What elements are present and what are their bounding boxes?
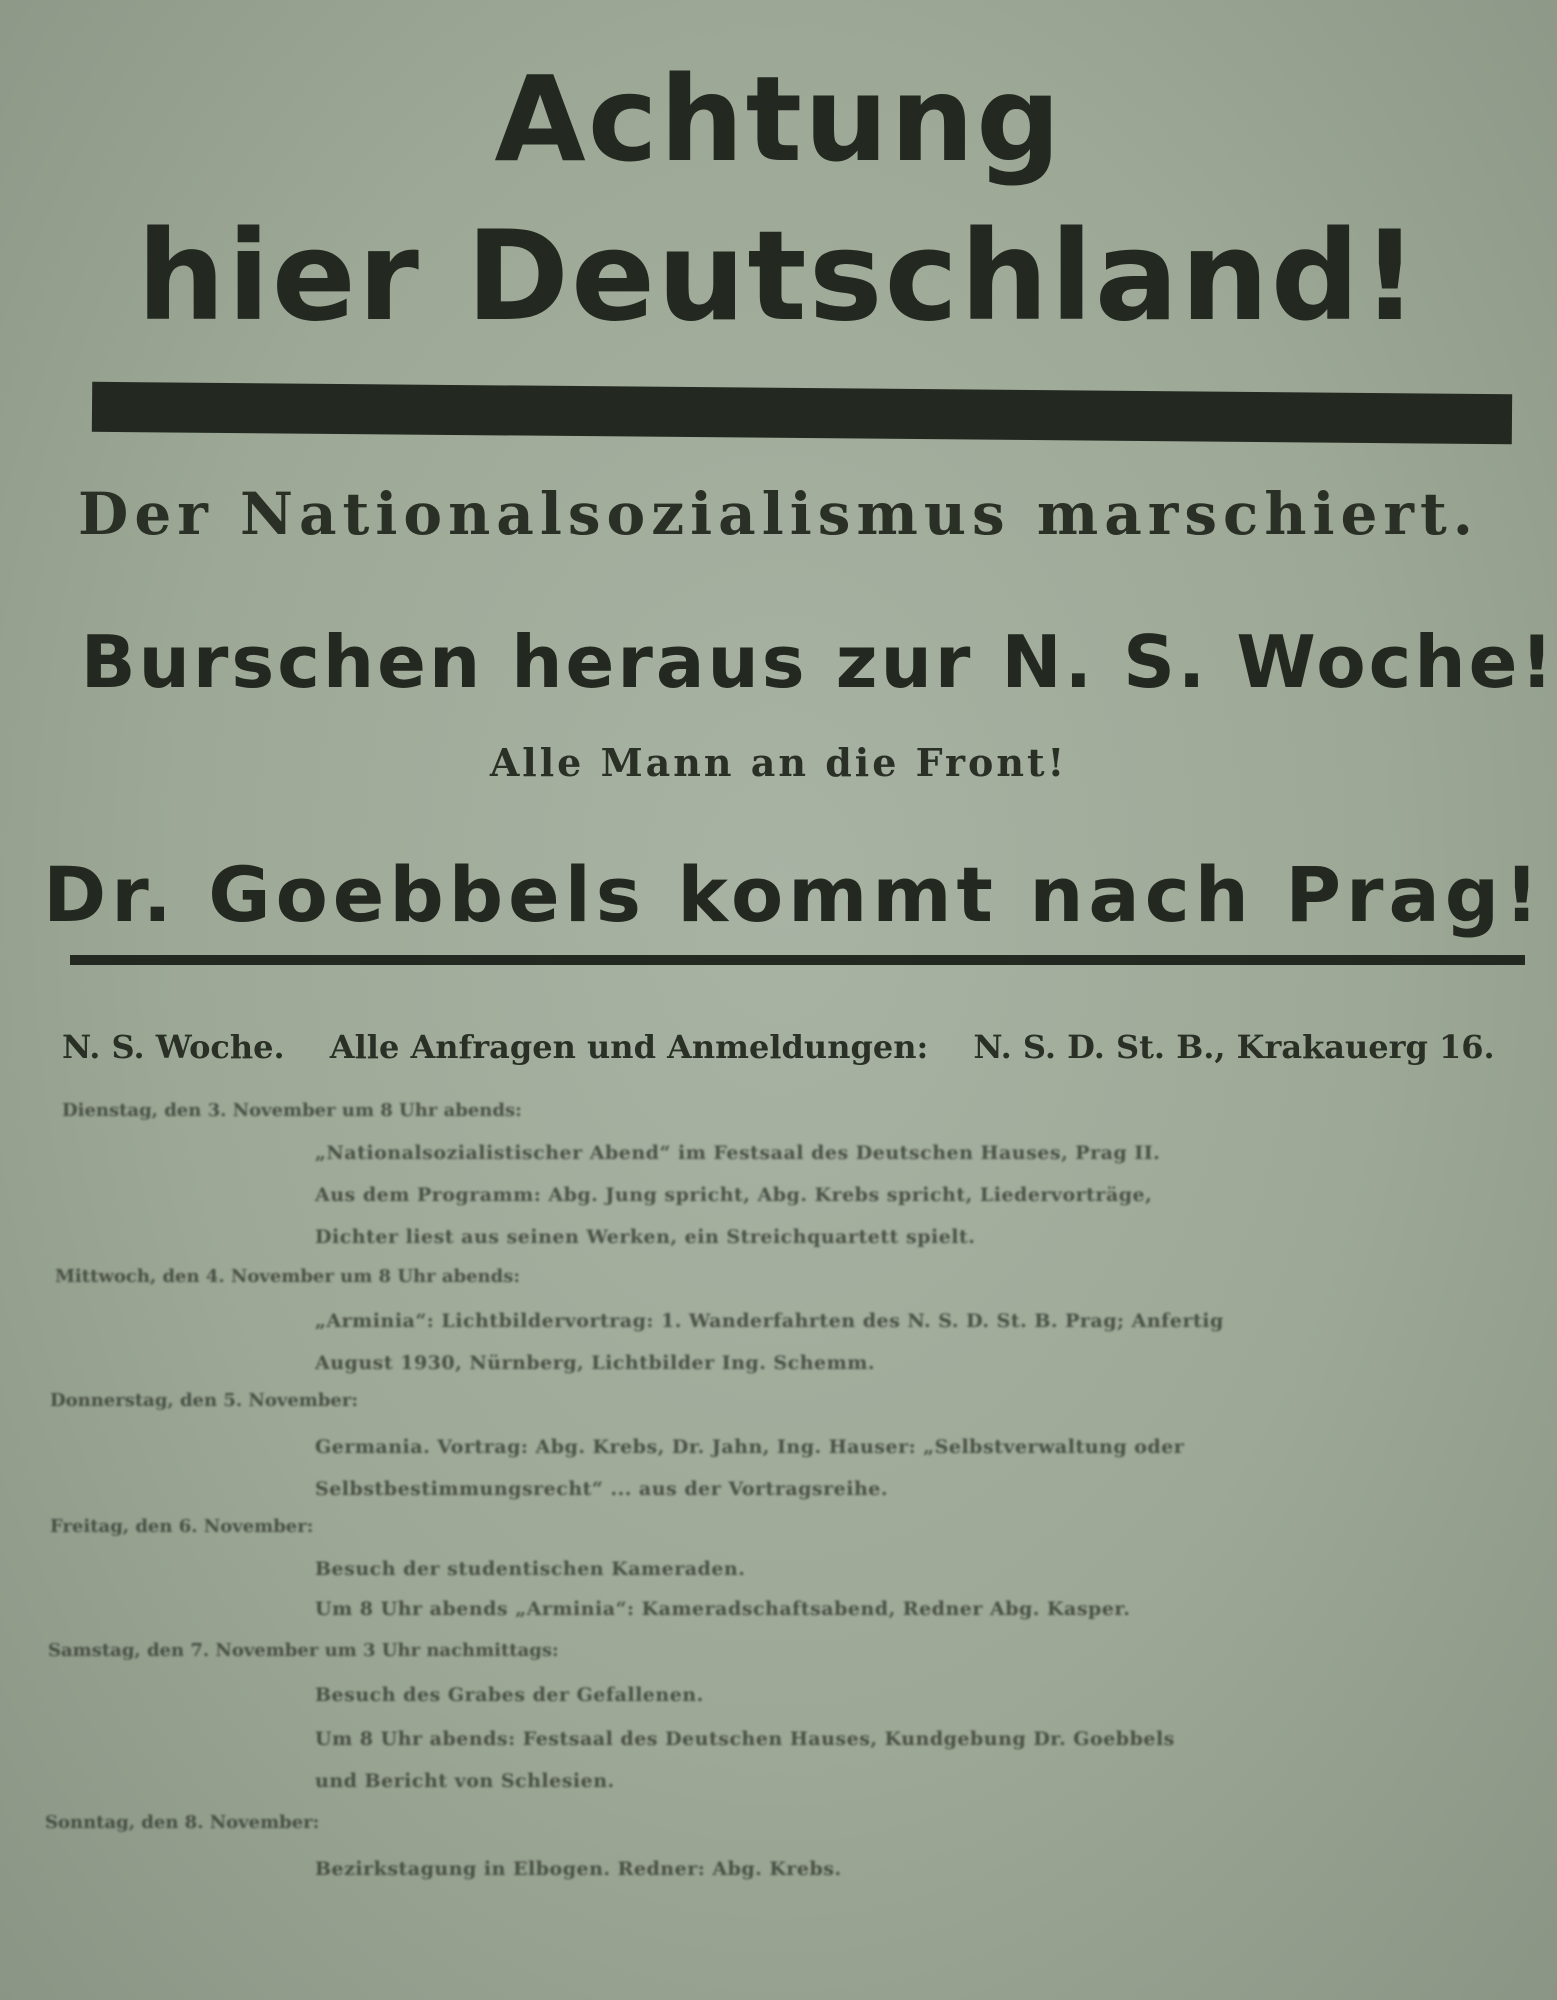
call-to-action: Burschen heraus zur N. S. Woche! [80, 620, 1557, 704]
schedule-line: August 1930, Nürnberg, Lichtbilder Ing. Schemm. [315, 1352, 875, 1374]
schedule-line: und Bericht von Schlesien. [315, 1770, 615, 1792]
schedule-day: Donnerstag, den 5. November: [50, 1390, 358, 1411]
schedule-day: Freitag, den 6. November: [50, 1516, 314, 1537]
schedule-day: Sonntag, den 8. November: [45, 1812, 320, 1833]
schedule-line: „Nationalsozialistischer Abend“ im Festsaal des Deutschen Hauses, Prag II. [315, 1142, 1161, 1164]
schedule-day: Samstag, den 7. November um 3 Uhr nachmittags: [48, 1640, 559, 1661]
schedule-day: Mittwoch, den 4. November um 8 Uhr abends: [55, 1266, 521, 1287]
schedule-line: Um 8 Uhr abends „Arminia“: Kameradschaftsabend, Redner Abg. Kasper. [315, 1598, 1131, 1620]
announcement: Dr. Goebbels kommt nach Prag! [43, 850, 1544, 939]
schedule-line: „Arminia“: Lichtbildervortrag: 1. Wanderfahrten des N. S. D. St. B. Prag; Anfertig [315, 1310, 1224, 1332]
call-subline: Alle Mann an die Front! [489, 740, 1068, 785]
slogan: Der Nationalsozialismus marschiert. [78, 480, 1479, 548]
info-line [62, 1028, 1522, 1066]
schedule-line: Besuch des Grabes der Gefallenen. [315, 1684, 704, 1706]
info-address: N. S. D. St. B., Krakauerg 16. [973, 1028, 1495, 1066]
headline-line-2: hier Deutschland! [136, 205, 1421, 349]
info-label: N. S. Woche. [62, 1028, 285, 1066]
schedule-line: Selbstbestimmungsrecht“ ... aus der Vortragsreihe. [315, 1478, 888, 1500]
schedule-line: Aus dem Programm: Abg. Jung spricht, Abg. Krebs spricht, Liedervorträge, [315, 1184, 1153, 1206]
schedule-day: Dienstag, den 3. November um 8 Uhr abends: [62, 1100, 522, 1121]
schedule-line: Bezirkstagung in Elbogen. Redner: Abg. Krebs. [315, 1858, 842, 1880]
thick-divider [92, 382, 1512, 444]
thin-divider [70, 955, 1525, 965]
headline-line-1: Achtung [494, 50, 1063, 188]
info-text: Alle Anfragen und Anmeldungen: [329, 1028, 929, 1066]
schedule-line: Um 8 Uhr abends: Festsaal des Deutschen Hauses, Kundgebung Dr. Goebbels [315, 1728, 1175, 1750]
schedule-line: Germania. Vortrag: Abg. Krebs, Dr. Jahn, Ing. Hauser: „Selbstverwaltung oder [315, 1436, 1185, 1458]
schedule-line: Besuch der studentischen Kameraden. [315, 1558, 746, 1580]
schedule-line: Dichter liest aus seinen Werken, ein Streichquartett spielt. [315, 1226, 976, 1248]
